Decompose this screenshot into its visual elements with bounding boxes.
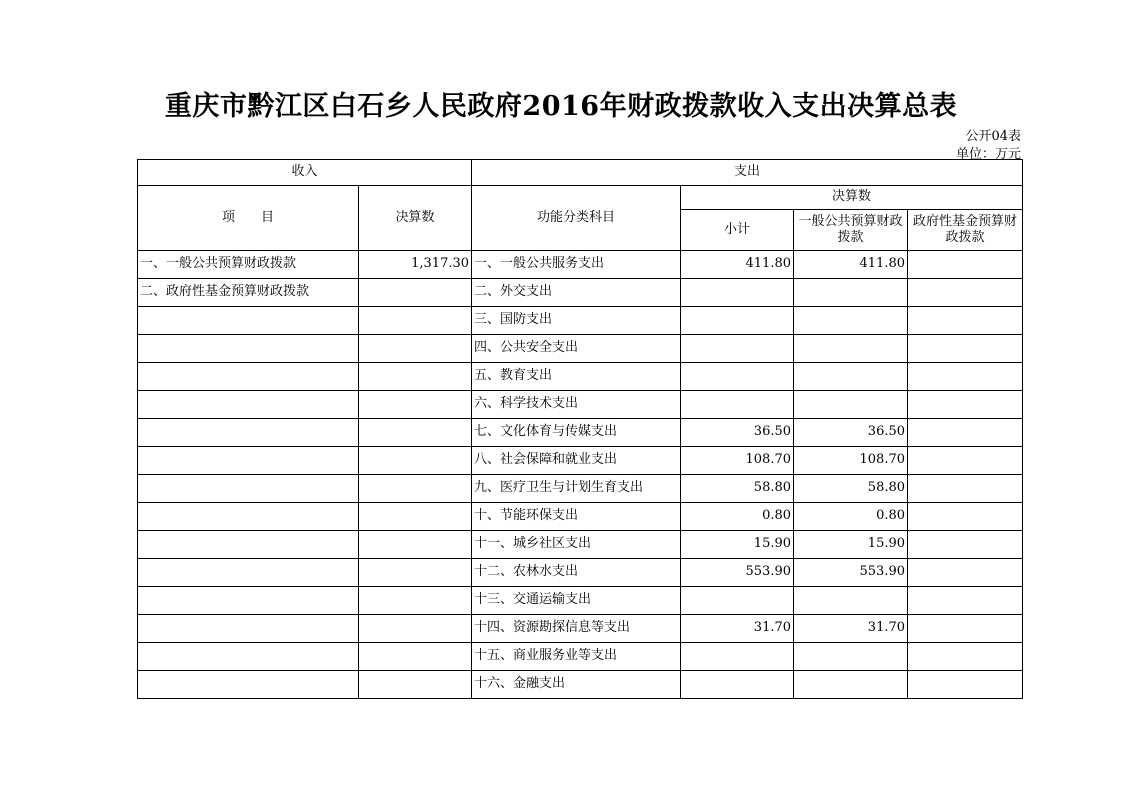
subtotal-cell: 15.90: [681, 531, 794, 559]
gov-fund-cell: [908, 391, 1023, 419]
gov-fund-cell: [908, 559, 1023, 587]
subtotal-cell: [681, 335, 794, 363]
expense-item-cell: 九、医疗卫生与计划生育支出: [472, 475, 681, 503]
income-amount-cell: [359, 335, 472, 363]
table-row: [138, 531, 1023, 559]
income-item-cell: [138, 671, 359, 699]
budget-summary-table: [137, 159, 1023, 699]
expense-item-cell: 十一、城乡社区支出: [472, 531, 681, 559]
income-amount-cell: [359, 391, 472, 419]
income-amount-cell: [359, 419, 472, 447]
table-row: [138, 503, 1023, 531]
subtotal-cell: [681, 587, 794, 615]
general-budget-cell: 108.70: [794, 447, 908, 475]
general-budget-cell: [794, 335, 908, 363]
table-row: [138, 335, 1023, 363]
general-budget-cell: [794, 391, 908, 419]
expense-item-cell: 五、教育支出: [472, 363, 681, 391]
income-header: 收入: [138, 160, 472, 186]
income-amount-cell: [359, 531, 472, 559]
income-amount-header: 决算数: [359, 186, 472, 251]
income-amount-cell: [359, 447, 472, 475]
table-row: [138, 447, 1023, 475]
table-row: [138, 671, 1023, 699]
table-row: [138, 391, 1023, 419]
subtotal-cell: 0.80: [681, 503, 794, 531]
table-row: [138, 475, 1023, 503]
expense-item-cell: 三、国防支出: [472, 307, 681, 335]
subtotal-cell: [681, 307, 794, 335]
general-budget-cell: 15.90: [794, 531, 908, 559]
general-budget-cell: 411.80: [794, 251, 908, 279]
gov-fund-cell: [908, 475, 1023, 503]
expense-item-cell: 二、外交支出: [472, 279, 681, 307]
general-budget-cell: 553.90: [794, 559, 908, 587]
expense-item-cell: 十五、商业服务业等支出: [472, 643, 681, 671]
table-row: [138, 363, 1023, 391]
expense-item-cell: 一、一般公共服务支出: [472, 251, 681, 279]
income-amount-cell: [359, 559, 472, 587]
general-budget-cell: 58.80: [794, 475, 908, 503]
expense-item-cell: 七、文化体育与传媒支出: [472, 419, 681, 447]
income-item-cell: [138, 531, 359, 559]
income-item-cell: [138, 643, 359, 671]
income-item-cell: [138, 419, 359, 447]
expense-item-cell: 四、公共安全支出: [472, 335, 681, 363]
income-amount-cell: [359, 307, 472, 335]
expense-item-cell: 八、社会保障和就业支出: [472, 447, 681, 475]
income-amount-cell: [359, 587, 472, 615]
general-budget-cell: [794, 279, 908, 307]
expense-item-cell: 十四、资源勘探信息等支出: [472, 615, 681, 643]
gov-fund-cell: [908, 251, 1023, 279]
expense-item-cell: 六、科学技术支出: [472, 391, 681, 419]
function-category-header: 功能分类科目: [472, 186, 681, 251]
gov-fund-cell: [908, 419, 1023, 447]
subtotal-cell: [681, 363, 794, 391]
subtotal-cell: 108.70: [681, 447, 794, 475]
income-item-cell: [138, 587, 359, 615]
subtotal-cell: [681, 391, 794, 419]
expense-item-cell: 十二、农林水支出: [472, 559, 681, 587]
income-item-cell: 二、政府性基金预算财政拨款: [138, 279, 359, 307]
gov-fund-cell: [908, 503, 1023, 531]
page-title: 重庆市黔江区白石乡人民政府2016年财政拨款收入支出决算总表: [164, 91, 958, 122]
income-item-cell: [138, 335, 359, 363]
income-amount-cell: [359, 363, 472, 391]
gov-fund-cell: [908, 447, 1023, 475]
subtotal-header: 小计: [681, 210, 794, 251]
expense-item-cell: 十六、金融支出: [472, 671, 681, 699]
general-budget-cell: [794, 307, 908, 335]
table-row: [138, 615, 1023, 643]
expense-header: 支出: [472, 160, 1023, 186]
gov-fund-cell: [908, 587, 1023, 615]
gov-fund-cell: [908, 335, 1023, 363]
income-item-cell: [138, 307, 359, 335]
gov-fund-cell: [908, 671, 1023, 699]
gov-fund-cell: [908, 615, 1023, 643]
gov-fund-cell: [908, 363, 1023, 391]
expense-amount-header: 决算数: [681, 186, 1023, 210]
table-row: [138, 279, 1023, 307]
general-budget-cell: [794, 643, 908, 671]
income-amount-cell: [359, 643, 472, 671]
subtotal-cell: [681, 279, 794, 307]
subtotal-cell: [681, 671, 794, 699]
gov-fund-cell: [908, 279, 1023, 307]
gov-fund-cell: [908, 531, 1023, 559]
general-budget-cell: 31.70: [794, 615, 908, 643]
table-code: 公开04表: [965, 129, 1021, 144]
income-amount-cell: [359, 615, 472, 643]
income-amount-cell: 1,317.30: [359, 251, 472, 279]
table-row: [138, 587, 1023, 615]
general-budget-header: 一般公共预算财政拨款: [794, 210, 908, 251]
general-budget-cell: [794, 363, 908, 391]
subtotal-cell: [681, 643, 794, 671]
income-item-cell: [138, 615, 359, 643]
subtotal-cell: 31.70: [681, 615, 794, 643]
general-budget-cell: 0.80: [794, 503, 908, 531]
subtotal-cell: 411.80: [681, 251, 794, 279]
income-amount-cell: [359, 671, 472, 699]
general-budget-cell: 36.50: [794, 419, 908, 447]
subtotal-cell: 58.80: [681, 475, 794, 503]
income-item-cell: [138, 559, 359, 587]
table-row: [138, 643, 1023, 671]
table-row: [138, 251, 1023, 279]
income-item-cell: [138, 363, 359, 391]
income-item-cell: [138, 447, 359, 475]
income-item-cell: [138, 503, 359, 531]
income-amount-cell: [359, 475, 472, 503]
table-row: [138, 307, 1023, 335]
income-item-cell: [138, 391, 359, 419]
item-header: 项 目: [138, 186, 359, 251]
table-row: [138, 559, 1023, 587]
income-amount-cell: [359, 279, 472, 307]
general-budget-cell: [794, 671, 908, 699]
general-budget-cell: [794, 587, 908, 615]
income-item-cell: [138, 475, 359, 503]
gov-fund-cell: [908, 307, 1023, 335]
subtotal-cell: 36.50: [681, 419, 794, 447]
expense-item-cell: 十三、交通运输支出: [472, 587, 681, 615]
expense-item-cell: 十、节能环保支出: [472, 503, 681, 531]
income-item-cell: 一、一般公共预算财政拨款: [138, 251, 359, 279]
unit-label: 单位：万元: [955, 147, 1021, 162]
gov-fund-cell: [908, 643, 1023, 671]
income-amount-cell: [359, 503, 472, 531]
subtotal-cell: 553.90: [681, 559, 794, 587]
table-row: [138, 419, 1023, 447]
gov-fund-budget-header: 政府性基金预算财政拨款: [908, 210, 1023, 251]
